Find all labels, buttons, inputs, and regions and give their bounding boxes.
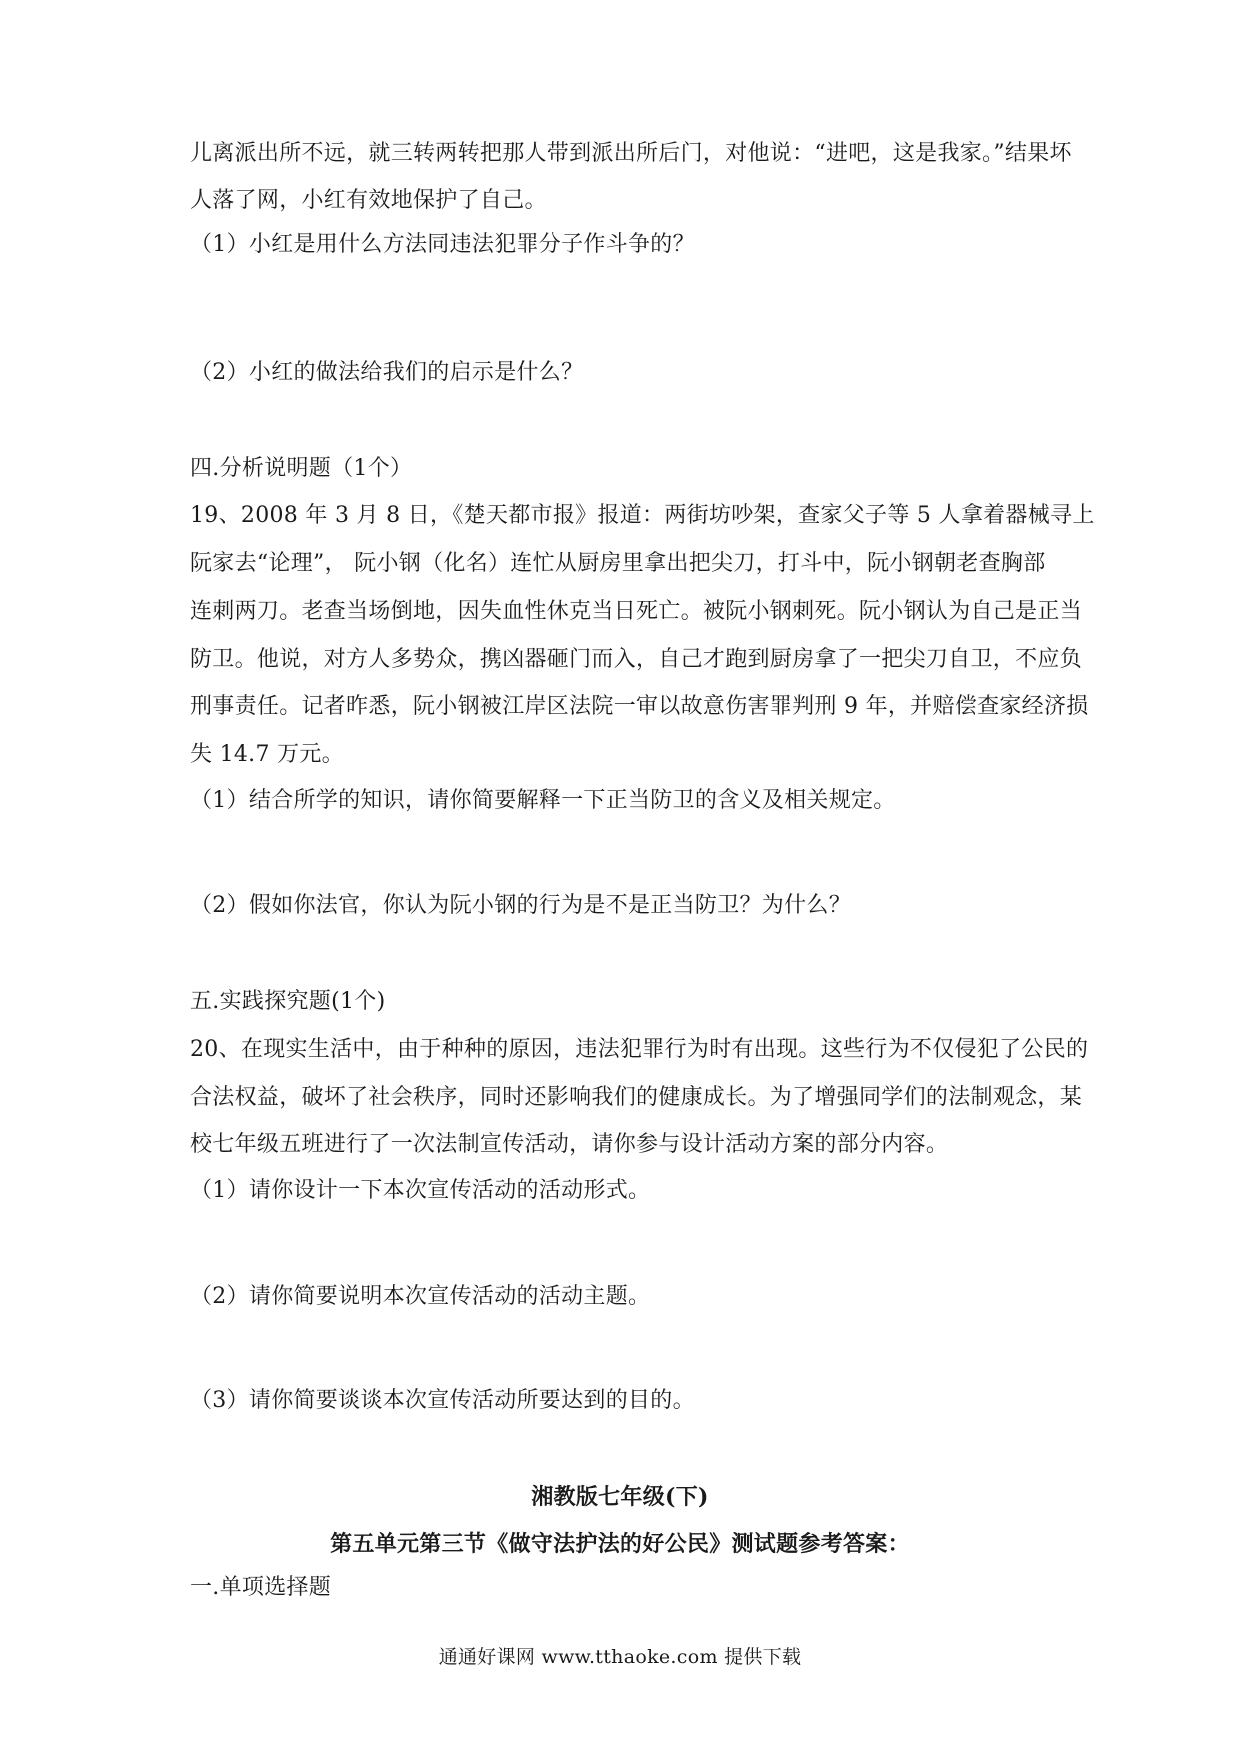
section-heading: 五.实践探究题(1个): [190, 989, 386, 1014]
section-heading: 四.分析说明题（1个）: [190, 456, 413, 481]
section-heading: 一.单项选择题: [190, 1575, 332, 1600]
paragraph-line: 防卫。他说，对方人多势众，携凶器砸门而入，自己才跑到厨房拿了一把尖刀自卫，不应负: [190, 647, 1083, 672]
paragraph-line: 连刺两刀。老查当场倒地，因失血性休克当日死亡。被阮小钢刺死。阮小钢认为自己是正当: [190, 599, 1083, 624]
question-line: （2）假如你法官，你认为阮小钢的行为是不是正当防卫？为什么？: [190, 893, 851, 918]
paragraph-line: 人落了网，小红有效地保护了自己。: [190, 188, 547, 213]
paragraph-line: 失 14.7 万元。: [190, 742, 344, 767]
answer-title: 湘教版七年级(下): [531, 1484, 709, 1510]
question-line: （2）小红的做法给我们的启示是什么？: [190, 360, 584, 385]
question-line: （2）请你简要说明本次宣传活动的活动主题。: [190, 1284, 651, 1309]
question-line: （1）请你设计一下本次宣传活动的活动形式。: [190, 1178, 651, 1203]
paragraph-line: 19、2008 年 3 月 8 日，《楚天都市报》报道：两街坊吵架，查家父子等 5 人拿着器械寻上: [190, 503, 1095, 528]
paragraph-line: 刑事责任。记者昨悉，阮小钢被江岸区法院一审以故意伤害罪判刑 9 年，并赔偿查家经济损: [190, 694, 1089, 719]
question-line: （1）结合所学的知识，请你简要解释一下正当防卫的含义及相关规定。: [190, 788, 896, 813]
answer-subtitle: 第五单元第三节《做守法护法的好公民》测试题参考答案：: [330, 1531, 910, 1557]
paragraph-line: 20、在现实生活中，由于种种的原因，违法犯罪行为时有出现。这些行为不仅侵犯了公民的: [190, 1037, 1089, 1062]
question-line: （3）请你简要谈谈本次宣传活动所要达到的目的。: [190, 1388, 695, 1413]
paragraph-line: 阮家去“论理”， 阮小钢（化名）连忙从厨房里拿出把尖刀，打斗中，阮小钢朝老查胸部: [190, 551, 1046, 576]
paragraph-line: 校七年级五班进行了一次法制宣传活动，请你参与设计活动方案的部分内容。: [190, 1132, 949, 1157]
page-footer: 通通好课网 www.tthaoke.com 提供下载: [438, 1646, 802, 1668]
paragraph-line: 合法权益，破坏了社会秩序，同时还影响我们的健康成长。为了增强同学们的法制观念，某: [190, 1085, 1083, 1110]
paragraph-line: 儿离派出所不远，就三转两转把那人带到派出所后门，对他说：“进吧，这是我家。”结果坏: [190, 141, 1072, 166]
question-line: （1）小红是用什么方法同违法犯罪分子作斗争的？: [190, 232, 695, 257]
